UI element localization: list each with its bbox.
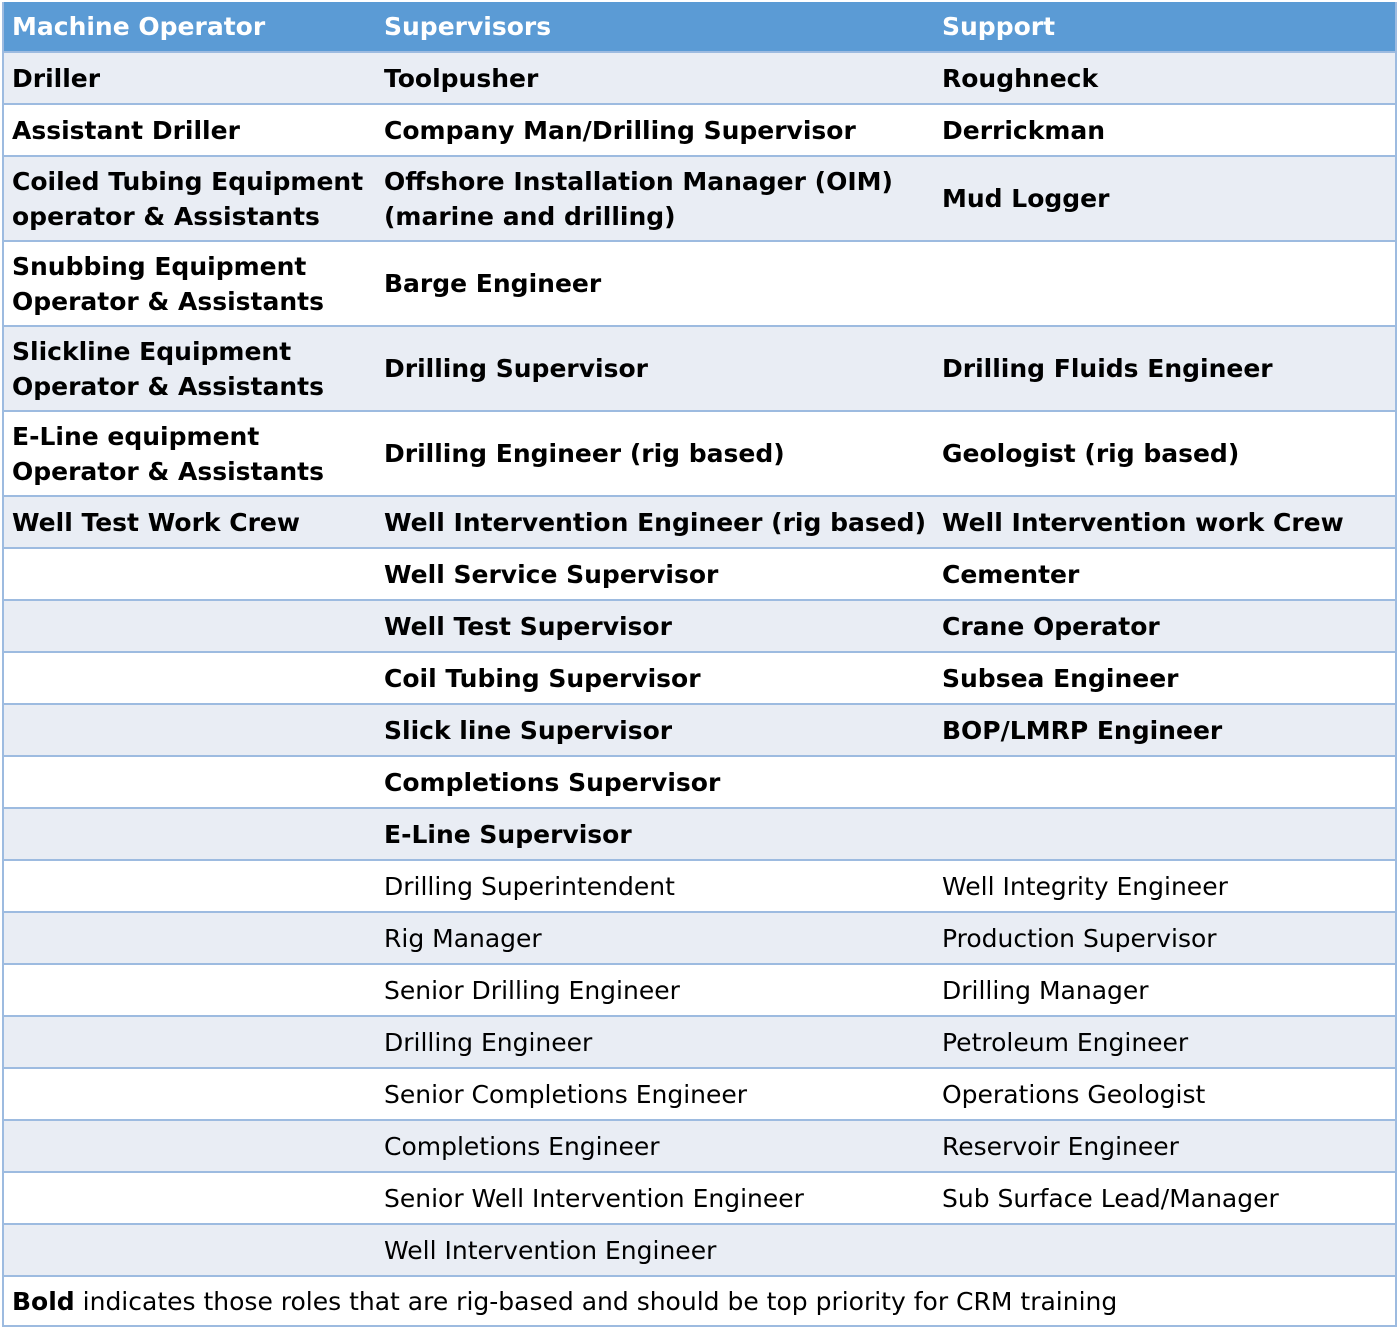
table-row xyxy=(3,1120,1396,1172)
cell-supervisor: Rig Manager xyxy=(376,912,934,964)
cell-support: Petroleum Engineer xyxy=(934,1016,1396,1068)
cell-support xyxy=(934,808,1396,860)
table-row xyxy=(3,860,1396,912)
table-row xyxy=(3,1068,1396,1120)
cell-support: BOP/LMRP Engineer xyxy=(934,704,1396,756)
table-row xyxy=(3,241,1396,326)
cell-machine-operator xyxy=(3,964,376,1016)
cell-supervisor: Drilling Superintendent xyxy=(376,860,934,912)
cell-machine-operator: Coiled Tubing Equipment operator & Assistants xyxy=(3,156,376,241)
table-row xyxy=(3,1016,1396,1068)
cell-supervisor: Well Test Supervisor xyxy=(376,600,934,652)
cell-supervisor: Completions Supervisor xyxy=(376,756,934,808)
cell-support: Sub Surface Lead/Manager xyxy=(934,1172,1396,1224)
cell-support: Production Supervisor xyxy=(934,912,1396,964)
cell-support: Well Intervention work Crew xyxy=(934,496,1396,548)
table-row xyxy=(3,964,1396,1016)
cell-machine-operator: Well Test Work Crew xyxy=(3,496,376,548)
cell-supervisor: Well Intervention Engineer xyxy=(376,1224,934,1276)
cell-supervisor: Toolpusher xyxy=(376,52,934,104)
cell-support: Mud Logger xyxy=(934,156,1396,241)
cell-supervisor: Company Man/Drilling Supervisor xyxy=(376,104,934,156)
cell-support: Geologist (rig based) xyxy=(934,411,1396,496)
table-row xyxy=(3,704,1396,756)
cell-machine-operator xyxy=(3,912,376,964)
cell-supervisor: Senior Completions Engineer xyxy=(376,1068,934,1120)
cell-machine-operator: E-Line equipment Operator & Assistants xyxy=(3,411,376,496)
table-row xyxy=(3,808,1396,860)
cell-machine-operator xyxy=(3,1016,376,1068)
cell-support: Derrickman xyxy=(934,104,1396,156)
roles-table xyxy=(2,2,1397,1327)
cell-support xyxy=(934,241,1396,326)
footer-note xyxy=(3,1276,1396,1326)
cell-support xyxy=(934,756,1396,808)
cell-supervisor: Offshore Installation Manager (OIM) (marine and drilling) xyxy=(376,156,934,241)
cell-support xyxy=(934,1224,1396,1276)
cell-machine-operator xyxy=(3,1172,376,1224)
table-row xyxy=(3,411,1396,496)
cell-supervisor: Well Service Supervisor xyxy=(376,548,934,600)
cell-machine-operator: Snubbing Equipment Operator & Assistants xyxy=(3,241,376,326)
cell-support: Cementer xyxy=(934,548,1396,600)
cell-support: Subsea Engineer xyxy=(934,652,1396,704)
cell-machine-operator xyxy=(3,1224,376,1276)
cell-machine-operator xyxy=(3,600,376,652)
table-row xyxy=(3,52,1396,104)
cell-support: Reservoir Engineer xyxy=(934,1120,1396,1172)
footer-text: indicates those roles that are rig-based and should be top priority for CRM training xyxy=(74,1286,1118,1316)
footer-bold-word: Bold xyxy=(12,1286,75,1316)
header-row xyxy=(3,2,1396,52)
table-row xyxy=(3,496,1396,548)
cell-machine-operator xyxy=(3,1120,376,1172)
cell-supervisor: Well Intervention Engineer (rig based) xyxy=(376,496,934,548)
cell-machine-operator: Slickline Equipment Operator & Assistants xyxy=(3,326,376,411)
cell-supervisor: E-Line Supervisor xyxy=(376,808,934,860)
cell-supervisor: Senior Well Intervention Engineer xyxy=(376,1172,934,1224)
cell-machine-operator xyxy=(3,756,376,808)
cell-support: Roughneck xyxy=(934,52,1396,104)
table-row xyxy=(3,756,1396,808)
header-supervisors: Supervisors xyxy=(376,2,934,52)
table-row xyxy=(3,548,1396,600)
header-machine-operator: Machine Operator xyxy=(3,2,376,52)
cell-support: Crane Operator xyxy=(934,600,1396,652)
cell-support: Well Integrity Engineer xyxy=(934,860,1396,912)
cell-support: Drilling Fluids Engineer xyxy=(934,326,1396,411)
cell-machine-operator xyxy=(3,860,376,912)
cell-machine-operator: Assistant Driller xyxy=(3,104,376,156)
cell-supervisor: Barge Engineer xyxy=(376,241,934,326)
table-row xyxy=(3,326,1396,411)
table-row xyxy=(3,912,1396,964)
table-row xyxy=(3,104,1396,156)
cell-machine-operator xyxy=(3,548,376,600)
cell-supervisor: Completions Engineer xyxy=(376,1120,934,1172)
cell-machine-operator xyxy=(3,808,376,860)
table-row xyxy=(3,600,1396,652)
cell-supervisor: Senior Drilling Engineer xyxy=(376,964,934,1016)
cell-machine-operator xyxy=(3,1068,376,1120)
header-support: Support xyxy=(934,2,1396,52)
table-row xyxy=(3,652,1396,704)
cell-supervisor: Coil Tubing Supervisor xyxy=(376,652,934,704)
cell-supervisor: Drilling Supervisor xyxy=(376,326,934,411)
cell-supervisor: Drilling Engineer (rig based) xyxy=(376,411,934,496)
cell-machine-operator xyxy=(3,652,376,704)
cell-machine-operator xyxy=(3,704,376,756)
table-row xyxy=(3,1172,1396,1224)
table-row xyxy=(3,156,1396,241)
cell-support: Operations Geologist xyxy=(934,1068,1396,1120)
cell-supervisor: Slick line Supervisor xyxy=(376,704,934,756)
table-row xyxy=(3,1224,1396,1276)
cell-support: Drilling Manager xyxy=(934,964,1396,1016)
cell-machine-operator: Driller xyxy=(3,52,376,104)
cell-supervisor: Drilling Engineer xyxy=(376,1016,934,1068)
footer-row xyxy=(3,1276,1396,1326)
